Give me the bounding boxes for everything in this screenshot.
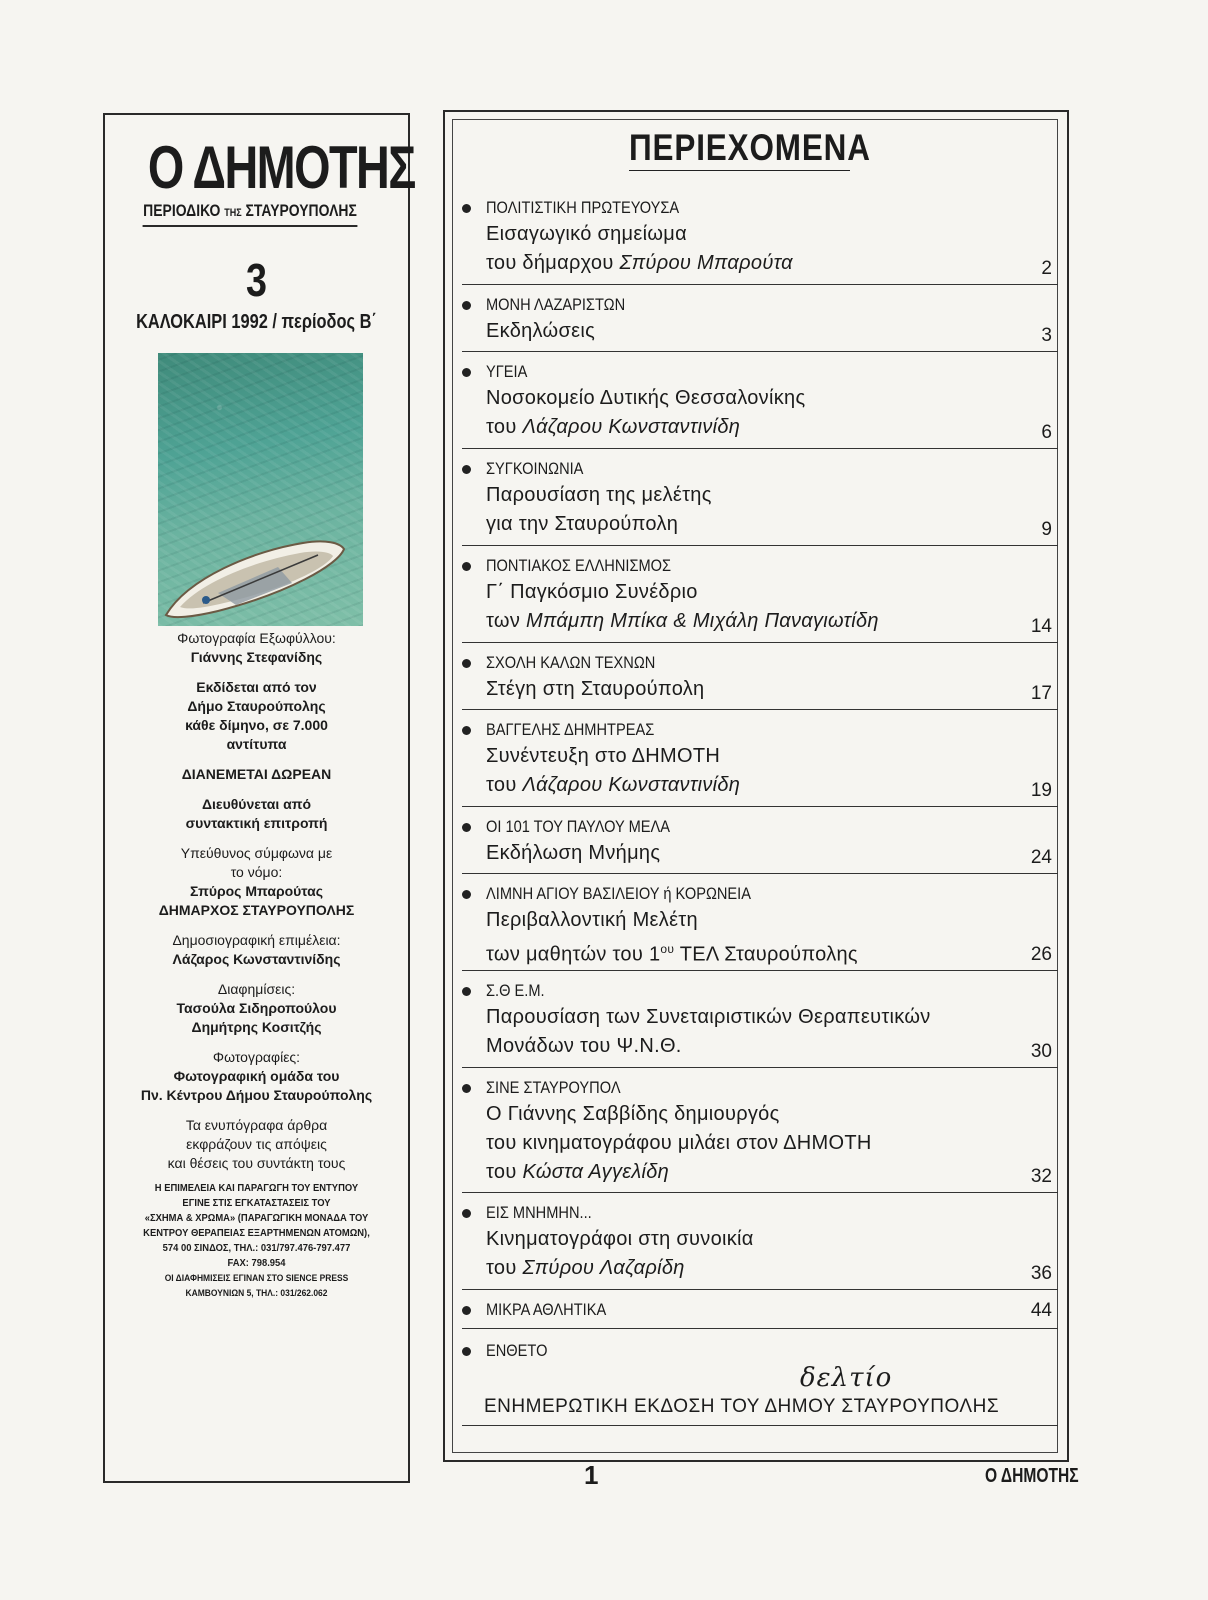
toc-line: Εκδήλωση Μνήμης <box>486 842 661 864</box>
journalism-label: Δημοσιογραφική επιμέλεια: <box>172 932 341 948</box>
toc-line: του Σπύρου Λαζαρίδη <box>486 1257 685 1279</box>
toc-line: Στέγη στη Σταυρούπολη <box>486 678 705 700</box>
journalism-name: Λάζαρος Κωνσταντινίδης <box>172 951 341 967</box>
editorial-text: Διευθύνεται από <box>201 796 311 812</box>
toc-line: Συνέντευξη στο ΔΗΜΟΤΗ <box>486 745 721 767</box>
publisher-text: αντίτυπα <box>226 736 287 752</box>
toc-entry[interactable] <box>462 457 1058 546</box>
toc-line: των Μπάμπη Μπίκα & Μιχάλη Παναγιωτίδη <box>486 610 879 632</box>
toc-entry[interactable] <box>462 979 1058 1068</box>
toc-category: ΛΙΜΝΗ ΑΓΙΟΥ ΒΑΣΙΛΕΙΟΥ ή ΚΟΡΩΝΕΙΑ <box>486 884 752 903</box>
toc-page-number: 6 <box>1041 422 1052 443</box>
toc-page-number: 32 <box>1030 1166 1052 1187</box>
toc-line: Εισαγωγικό σημείωμα <box>486 223 687 245</box>
toc-author: Σπύρου Μπαρούτα <box>619 252 793 274</box>
toc-page-number: 9 <box>1041 519 1052 540</box>
print-info: «ΣΧΗΜΑ & ΧΡΩΜΑ» (ΠΑΡΑΓΩΓΙΚΗ ΜΟΝΑΔΑ ΤΟΥ <box>144 1213 369 1224</box>
bullet-icon <box>462 204 471 213</box>
toc-line: του δήμαρχου Σπύρου Μπαρούτα <box>486 252 793 274</box>
toc-line: του κινηματογράφου μιλάει στον ΔΗΜΟΤΗ <box>486 1132 872 1154</box>
toc-category: ΜΙΚΡΑ ΑΘΛΗΤΙΚΑ <box>486 1300 607 1319</box>
toc-line: Γ΄ Παγκόσμιο Συνέδριο <box>486 581 698 603</box>
toc-entry[interactable] <box>462 196 1058 285</box>
contents-title: ΠΕΡΙΕΧΟΜΕΝΑ <box>629 126 850 171</box>
table-of-contents <box>462 196 1058 1426</box>
toc-line: Κινηματογράφοι στη συνοικία <box>486 1228 754 1250</box>
print-info: 574 00 ΣΙΝΔΟΣ, ΤΗΛ.: 031/797.476-797.477 <box>162 1243 351 1254</box>
bullet-icon <box>462 1209 471 1218</box>
cover-photo <box>158 353 363 626</box>
toc-page-number: 19 <box>1030 780 1052 801</box>
print-info: FAX: 798.954 <box>227 1258 286 1269</box>
toc-entry[interactable] <box>462 882 1058 971</box>
bullet-icon <box>462 465 471 474</box>
toc-page-number: 2 <box>1041 258 1052 279</box>
subtitle-part: ΠΕΡΙΟΔΙΚΟ <box>143 201 221 220</box>
toc-category: ΠΟΝΤΙΑΚΟΣ ΕΛΛΗΝΙΣΜΟΣ <box>486 556 672 575</box>
toc-category: ΒΑΓΓΕΛΗΣ ΔΗΜΗΤΡΕΑΣ <box>486 720 655 739</box>
toc-page-number: 14 <box>1030 616 1052 637</box>
toc-category: ΜΟΝΗ ΛΑΖΑΡΙΣΤΩΝ <box>486 295 626 314</box>
toc-category: ΣΥΓΚΟΙΝΩΝΙΑ <box>486 459 584 478</box>
responsible-label: το νόμο: <box>230 864 283 880</box>
toc-entry[interactable] <box>462 651 1058 710</box>
print-info: ΚΕΝΤΡΟΥ ΘΕΡΑΠΕΙΑΣ ΕΞΑΡΤΗΜΕΝΩΝ ΑΤΟΜΩΝ), <box>143 1228 370 1239</box>
toc-category: ΣΧΟΛΗ ΚΑΛΩΝ ΤΕΧΝΩΝ <box>486 653 656 672</box>
bullet-icon <box>462 1347 471 1356</box>
toc-entry[interactable] <box>462 1076 1058 1193</box>
toc-entry[interactable] <box>462 1339 1058 1426</box>
print-info: ΟΙ ΔΙΑΦΗΜΙΣΕΙΣ ΕΓΙΝΑΝ ΣΤΟ SIENCE PRESS <box>164 1273 349 1283</box>
toc-entry[interactable] <box>462 1298 1058 1329</box>
credit-name: Γιάννης Στεφανίδης <box>190 649 323 665</box>
toc-author: Σπύρου Λαζαρίδη <box>522 1257 685 1279</box>
credits <box>113 629 400 1301</box>
toc-line: Εκδηλώσεις <box>486 320 596 342</box>
toc-category: Σ.Θ Ε.Μ. <box>486 981 545 1000</box>
bullet-icon <box>462 726 471 735</box>
bullet-icon <box>462 301 471 310</box>
disclaimer: εκφράζουν τις απόψεις <box>186 1136 327 1152</box>
bullet-icon <box>462 987 471 996</box>
toc-author: Λάζαρου Κωνσταντινίδη <box>522 416 741 438</box>
ads-label: Διαφημίσεις: <box>217 981 296 997</box>
toc-line: του Λάζαρου Κωνσταντινίδη <box>486 774 741 796</box>
toc-line: Περιβαλλοντική Μελέτη <box>486 909 698 931</box>
masthead <box>119 134 415 227</box>
boat-image <box>158 353 363 626</box>
toc-line: Παρουσίαση της μελέτης <box>486 484 712 506</box>
toc-author: Μπάμπη Μπίκα & Μιχάλη Παναγιωτίδη <box>526 610 879 632</box>
magazine-title: Ο ΔΗΜΟΤΗΣ <box>147 134 415 201</box>
toc-line: για την Σταυρούπολη <box>486 513 679 535</box>
toc-category: ΥΓΕΙΑ <box>486 362 528 381</box>
disclaimer: Τα ενυπόγραφα άρθρα <box>185 1117 328 1133</box>
toc-page-number: 26 <box>1030 944 1052 965</box>
superscript: ου <box>660 942 675 956</box>
toc-page-number: 3 <box>1041 325 1052 346</box>
photos-name: Πν. Κέντρου Δήμου Σταυρούπολης <box>140 1087 373 1103</box>
ads-name: Τασούλα Σιδηροπούλου <box>176 1000 337 1016</box>
issue-season: ΚΑΛΟΚΑΙΡΙ 1992 / περίοδος Β΄ <box>136 311 377 333</box>
toc-page-number: 36 <box>1030 1263 1052 1284</box>
toc-author: Κώστα Αγγελίδη <box>522 1161 670 1183</box>
magazine-subtitle <box>143 201 358 227</box>
toc-category: ΠΟΛΙΤΙΣΤΙΚΗ ΠΡΩΤΕΥΟΥΣΑ <box>486 198 680 217</box>
toc-line: Ο Γιάννης Σαββίδης δημιουργός <box>486 1103 780 1125</box>
bullet-icon <box>462 562 471 571</box>
bullet-icon <box>462 1084 471 1093</box>
subtitle-part: ΤΗΣ <box>224 207 242 219</box>
toc-category: ΕΝΘΕΤΟ <box>486 1341 548 1360</box>
publisher-text: Δήμο Σταυρούπολης <box>187 698 326 714</box>
print-info: Η ΕΠΙΜΕΛΕΙΑ ΚΑΙ ΠΑΡΑΓΩΓΗ ΤΟΥ ΕΝΤΥΠΟΥ <box>154 1183 359 1194</box>
masthead-panel <box>103 113 415 1483</box>
toc-entry[interactable] <box>462 360 1058 449</box>
insert-subtitle: ΕΝΗΜΕΡΩΤΙΚΗ ΕΚΔΟΣΗ ΤΟΥ ΔΗΜΟΥ ΣΤΑΥΡΟΥΠΟΛΗΣ <box>484 1396 1000 1417</box>
bullet-icon <box>462 368 471 377</box>
toc-category: ΟΙ 101 ΤΟΥ ΠΑΥΛΟΥ ΜΕΛΑ <box>486 817 671 836</box>
toc-entry[interactable] <box>462 1201 1058 1290</box>
print-info: ΕΓΙΝΕ ΣΤΙΣ ΕΓΚΑΤΑΣΤΑΣΕΙΣ ΤΟΥ <box>182 1198 331 1209</box>
bullet-icon <box>462 890 471 899</box>
toc-line: του Κώστα Αγγελίδη <box>486 1161 670 1183</box>
responsible-name: Σπύρος Μπαρούτας <box>189 883 324 899</box>
toc-page-number: 44 <box>1030 1300 1052 1321</box>
subtitle-part: ΣΤΑΥΡΟΥΠΟΛΗΣ <box>245 201 357 220</box>
credit-label: Φωτογραφία Εξωφύλλου: <box>177 630 336 646</box>
ads-name: Δημήτρης Κοσιτζής <box>191 1019 322 1035</box>
publisher-text: Εκδίδεται από τον <box>196 679 317 695</box>
toc-page-number: 17 <box>1030 683 1052 704</box>
toc-entry[interactable] <box>462 554 1058 643</box>
bullet-icon <box>462 823 471 832</box>
toc-entry[interactable] <box>462 718 1058 807</box>
issue-number: 3 <box>246 254 267 306</box>
responsible-title: ΔΗΜΑΡΧΟΣ ΣΤΑΥΡΟΥΠΟΛΗΣ <box>158 902 355 918</box>
toc-page-number: 30 <box>1030 1041 1052 1062</box>
toc-line: των μαθητών του $1^{o\upsilon}$ ΤΕΛ Σταυρούπολης <box>486 942 858 966</box>
editorial-text: συντακτική επιτροπή <box>185 815 328 831</box>
toc-category: ΣΙΝΕ ΣΤΑΥΡΟΥΠΟΛ <box>486 1078 621 1097</box>
toc-line: Παρουσίαση των Συνεταιριστικών Θεραπευτικών <box>486 1006 931 1028</box>
photos-name: Φωτογραφική ομάδα του <box>173 1068 340 1084</box>
toc-entry[interactable] <box>462 815 1058 874</box>
responsible-label: Υπεύθυνος σύμφωνα με <box>180 845 333 861</box>
free-distribution: ΔΙΑΝΕΜΕΤΑΙ ΔΩΡΕΑΝ <box>181 766 332 782</box>
bullet-icon <box>462 1306 471 1315</box>
print-info: ΚΑΜΒΟΥΝΙΩΝ 5, ΤΗΛ.: 031/262.062 <box>185 1288 328 1298</box>
page-number: 1 <box>584 1460 599 1490</box>
publisher-text: κάθε δίμηνο, σε 7.000 <box>185 717 328 733</box>
toc-entry[interactable] <box>462 293 1058 352</box>
photos-label: Φωτογραφίες: <box>212 1049 301 1065</box>
toc-line: Νοσοκομείο Δυτικής Θεσσαλονίκης <box>486 387 806 409</box>
toc-line: Μονάδων του Ψ.Ν.Θ. <box>486 1035 682 1057</box>
toc-category: ΕΙΣ ΜΝΗΜΗΝ... <box>486 1203 592 1222</box>
toc-page-number: 24 <box>1030 847 1052 868</box>
disclaimer: και θέσεις του συντάκτη τους <box>167 1155 346 1171</box>
deltio-logo: δελτίο <box>800 1363 893 1393</box>
bullet-icon <box>462 659 471 668</box>
footer-brand: Ο ΔΗΜΟΤΗΣ <box>985 1465 1079 1487</box>
toc-author: Λάζαρου Κωνσταντινίδη <box>522 774 741 796</box>
toc-line: του Λάζαρου Κωνσταντινίδη <box>486 416 741 438</box>
